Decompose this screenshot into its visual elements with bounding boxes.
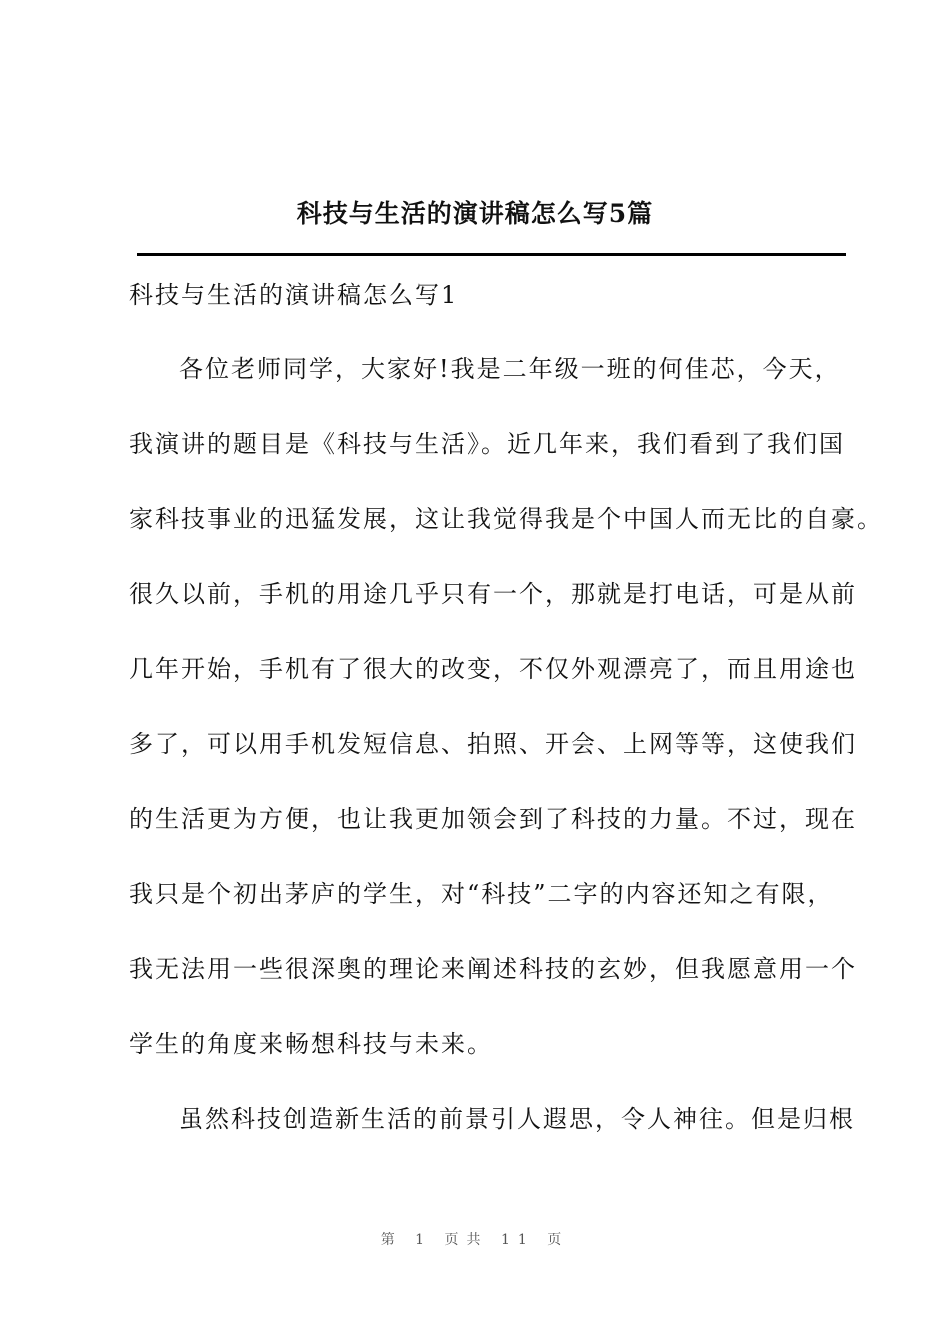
section-heading: 科技与生活的演讲稿怎么写1 xyxy=(129,281,459,309)
page-number-footer: 第 1 页共 11 页 xyxy=(380,1232,570,1248)
paragraph-line: 家科技事业的迅猛发展，这让我觉得我是个中国人而无比的自豪。 xyxy=(129,505,883,533)
paragraph-line: 我只是个初出茅庐的学生，对“科技”二字的内容还知之有限， xyxy=(129,880,834,908)
paragraph-line: 几年开始，手机有了很大的改变，不仅外观漂亮了，而且用途也 xyxy=(129,655,857,683)
paragraph-line: 学生的角度来畅想科技与未来。 xyxy=(129,1030,493,1058)
paragraph-line: 的生活更为方便，也让我更加领会到了科技的力量。不过，现在 xyxy=(129,805,857,833)
document-body xyxy=(129,276,883,1138)
paragraph-line: 很久以前，手机的用途几乎只有一个，那就是打电话，可是从前 xyxy=(129,580,857,608)
paragraph-line: 我无法用一些很深奥的理论来阐述科技的玄妙，但我愿意用一个 xyxy=(129,955,857,983)
paragraph-line: 各位老师同学，大家好!我是二年级一班的何佳芯，今天， xyxy=(179,355,841,383)
document-title: 科技与生活的演讲稿怎么写5篇 xyxy=(296,199,654,228)
paragraph-line: 我演讲的题目是《科技与生活》。近几年来，我们看到了我们国 xyxy=(129,430,845,458)
title-divider xyxy=(137,253,846,256)
paragraph-line: 虽然科技创造新生活的前景引人遐思，令人神往。但是归根 xyxy=(179,1105,855,1133)
paragraph-line: 多了，可以用手机发短信息、拍照、开会、上网等等，这使我们 xyxy=(129,730,857,758)
